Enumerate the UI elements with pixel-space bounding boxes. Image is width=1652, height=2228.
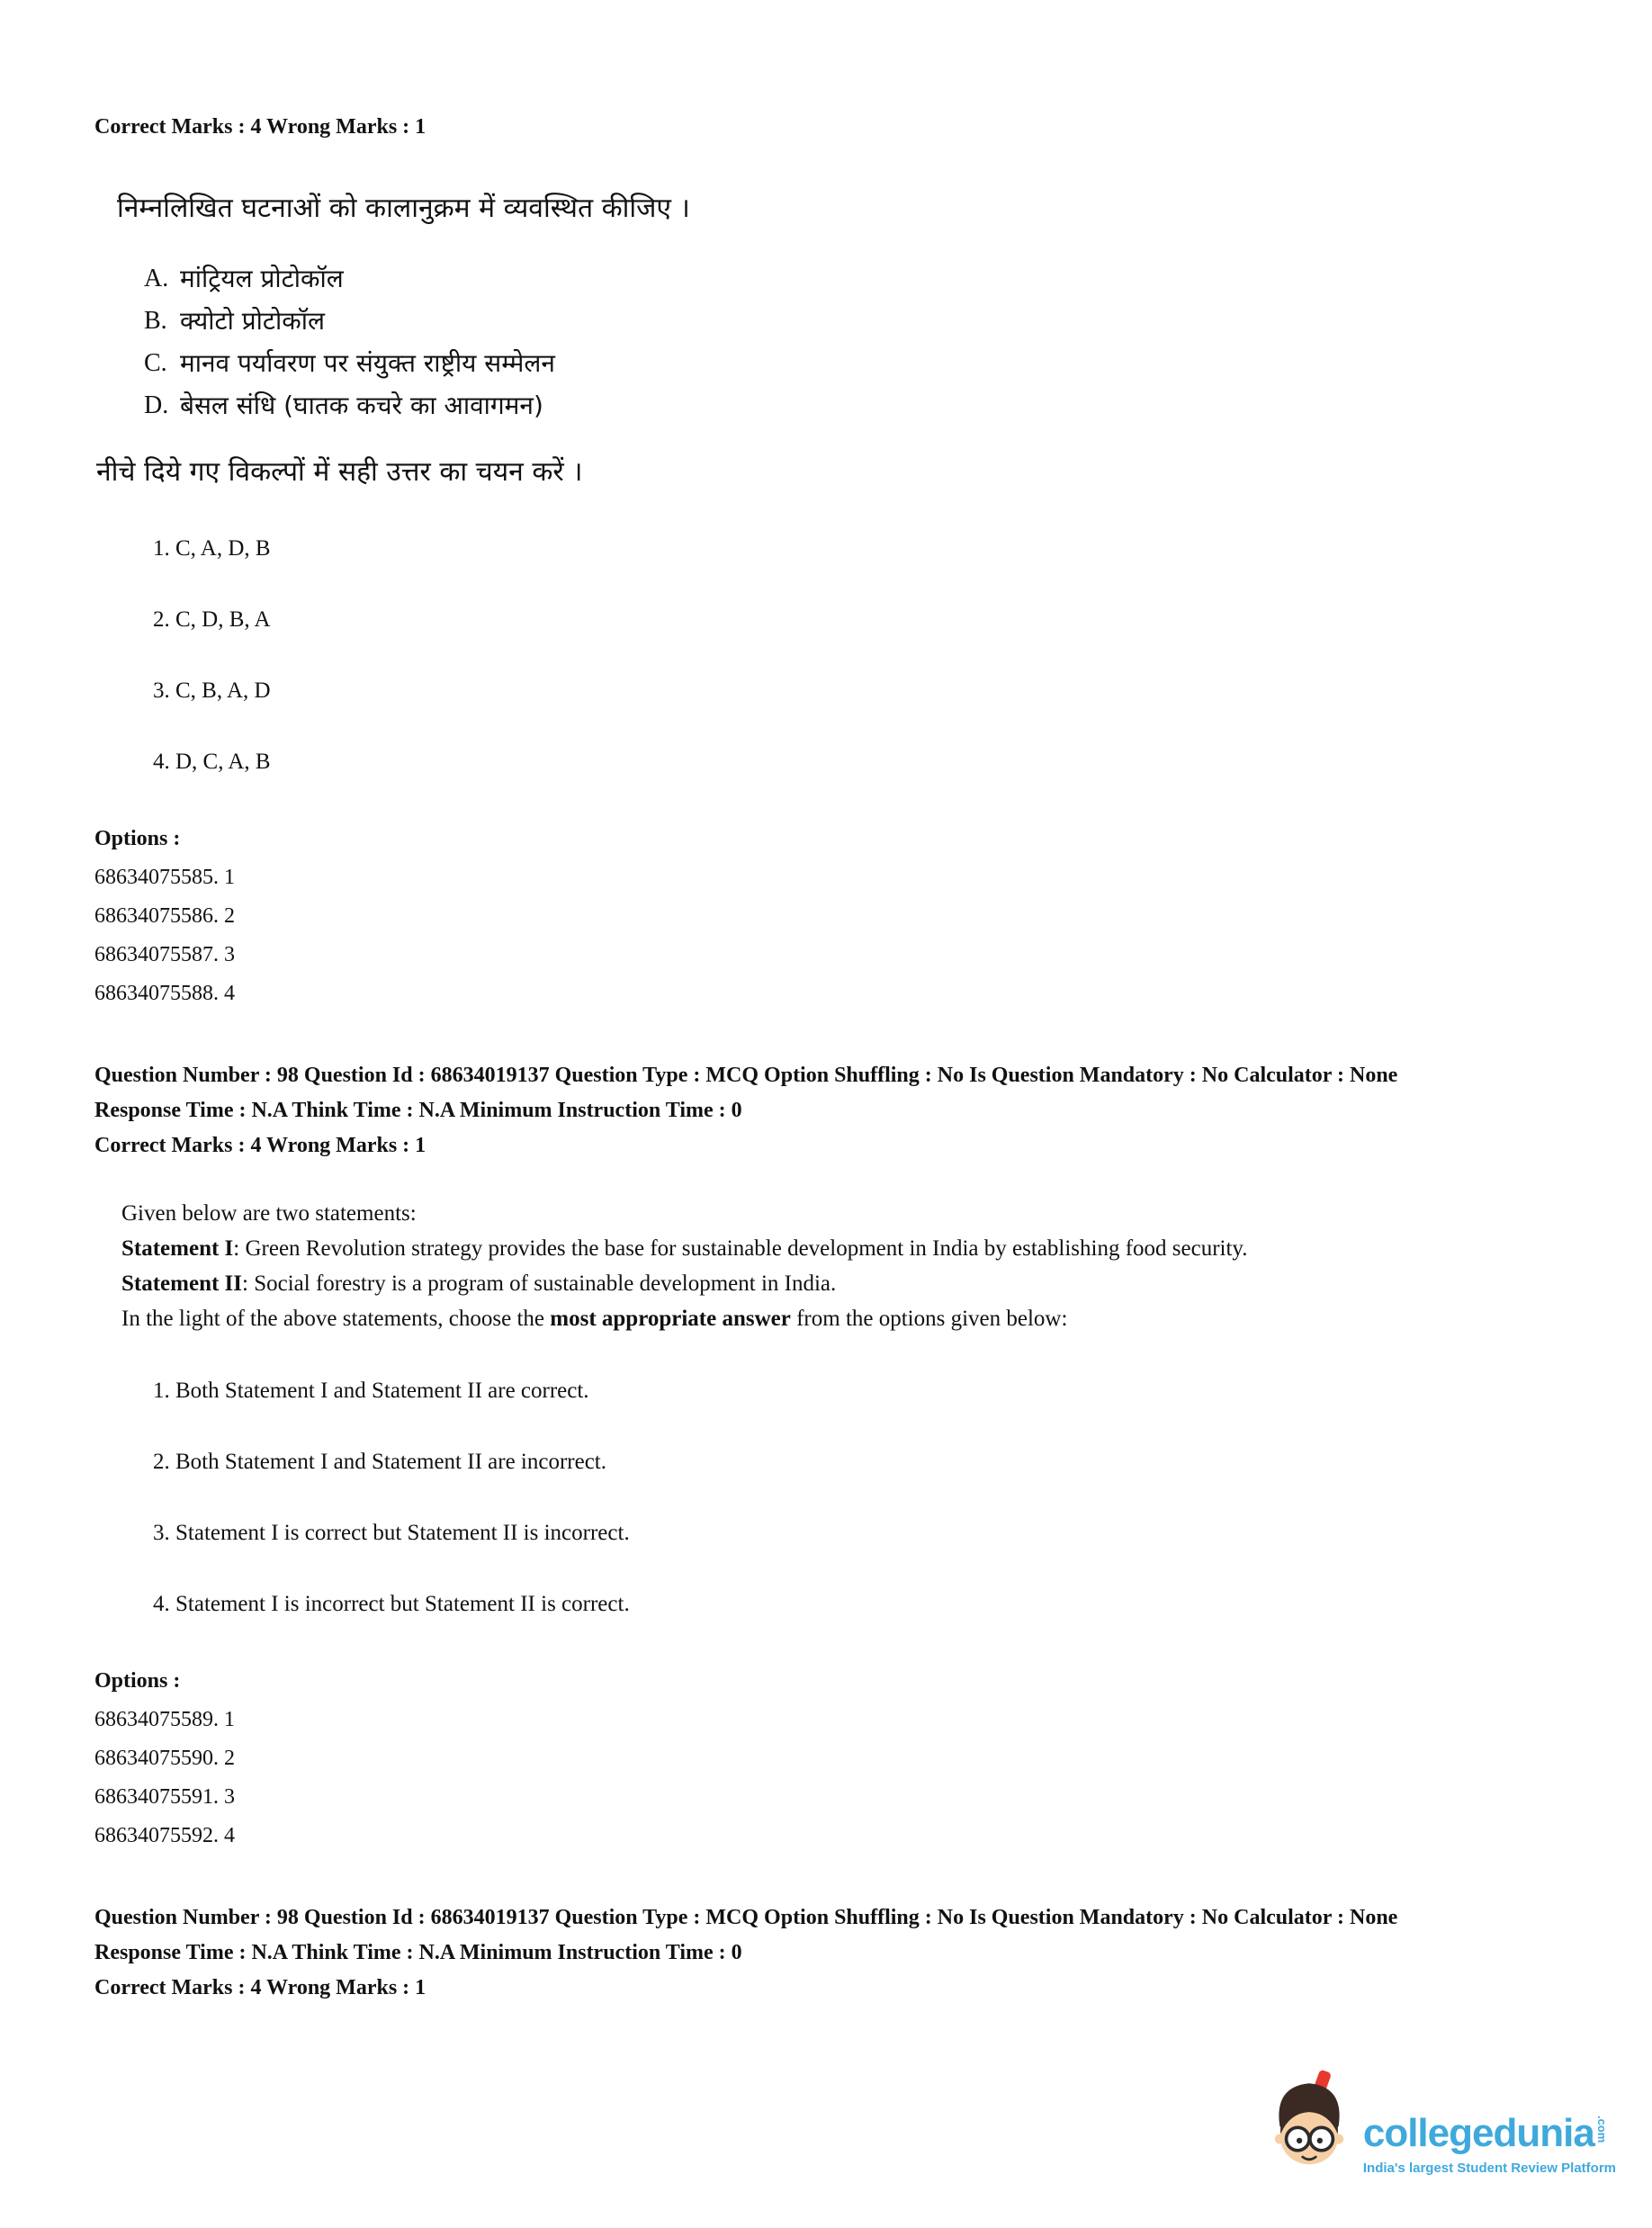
hindi-question-prompt: निम्नलिखित घटनाओं को कालानुक्रम में व्यवस्थित कीजिए । (117, 193, 690, 224)
statement-1-text: : Green Revolution strategy provides the base for sustainable development in India by establishing food security. (233, 1236, 1248, 1261)
option-id: 68634075587. 3 (94, 943, 235, 966)
collegedunia-logo (1264, 2067, 1616, 2181)
option-id: 68634075591. 3 (94, 1785, 235, 1809)
statement-2-label: Statement II (121, 1271, 243, 1296)
brand-wordmark: collegedunia (1362, 2111, 1594, 2155)
options-heading: Options : (94, 827, 181, 850)
choice-4: 4. Statement I is incorrect but Statement II is correct. (153, 1592, 630, 1616)
choice-2: 2. Both Statement I and Statement II are incorrect. (153, 1450, 606, 1474)
item-text: बेसल संधि (घातक कचरे का आवागमन) (180, 391, 543, 420)
marks-line: Correct Marks : 4 Wrong Marks : 1 (94, 1976, 426, 1999)
item-label: D. (144, 391, 169, 419)
brand-domain-suffix: .com (1594, 2116, 1609, 2143)
closing-bold: most appropriate answer (550, 1307, 791, 1331)
question-metadata: Question Number : 98 Question Id : 68634019137 Question Type : MCQ Option Shuffling : No Is Question Mandatory : No Calculator : None Response Time : N.A Think Time : N.A Minimum Instruction Time : 0 (94, 1064, 1398, 1122)
option-id: 68634075589. 1 (94, 1708, 235, 1731)
options-heading: Options : (94, 1669, 181, 1693)
brand-tagline: India's largest Student Review Platform (1362, 2161, 1616, 2176)
english-question (121, 1196, 1476, 1336)
closing-pre: In the light of the above statements, choose the (121, 1307, 551, 1331)
item-text: मांट्रियल प्रोटोकॉल (180, 264, 344, 293)
option-id: 68634075588. 4 (94, 982, 235, 1005)
choice-1: 1. Both Statement I and Statement II are correct. (153, 1379, 589, 1403)
marks-line: Correct Marks : 4 Wrong Marks : 1 (94, 1134, 426, 1157)
question-intro: Given below are two statements: (121, 1201, 417, 1226)
choice-1: 1. C, A, D, B (153, 536, 271, 561)
marks-line: Correct Marks : 4 Wrong Marks : 1 (94, 115, 426, 139)
choice-3: 3. Statement I is correct but Statement II is incorrect. (153, 1521, 630, 1545)
question-item-d (144, 384, 1476, 427)
item-label: A. (144, 265, 169, 292)
option-id: 68634075592. 4 (94, 1824, 235, 1847)
choice-2: 2. C, D, B, A (153, 607, 271, 632)
question-item-b (144, 300, 1476, 342)
question-item-a (144, 257, 1476, 300)
option-id: 68634075590. 2 (94, 1747, 235, 1770)
question-closing (121, 1301, 1476, 1336)
option-id: 68634075586. 2 (94, 904, 235, 928)
brand-text-block (1362, 2111, 1616, 2181)
statement-2-text: : Social forestry is a program of sustainable development in India. (242, 1271, 837, 1296)
question-item-c (144, 342, 1476, 384)
option-id: 68634075585. 1 (94, 866, 235, 889)
mascot-icon (1264, 2067, 1354, 2181)
statement-1 (121, 1231, 1476, 1266)
item-text: मानव पर्यावरण पर संयुक्त राष्ट्रीय सम्मेलन (180, 348, 555, 378)
item-label: C. (144, 349, 167, 377)
hindi-question (94, 188, 1476, 489)
choice-4: 4. D, C, A, B (153, 750, 271, 774)
item-label: B. (144, 307, 167, 335)
hindi-question-items (144, 257, 1476, 427)
question-metadata: Question Number : 98 Question Id : 68634019137 Question Type : MCQ Option Shuffling : No Is Question Mandatory : No Calculator : None Response Time : N.A Think Time : N.A Minimum Instruction Time : 0 (94, 1906, 1398, 1964)
hindi-question-instruction: नीचे दिये गए विकल्पों में सही उत्तर का चयन करें । (96, 456, 583, 488)
item-text: क्योटो प्रोटोकॉल (180, 306, 326, 336)
statement-1-label: Statement I (121, 1236, 234, 1261)
statement-2 (121, 1266, 1476, 1301)
choice-3: 3. C, B, A, D (153, 678, 271, 703)
closing-post: from the options given below: (790, 1307, 1068, 1331)
